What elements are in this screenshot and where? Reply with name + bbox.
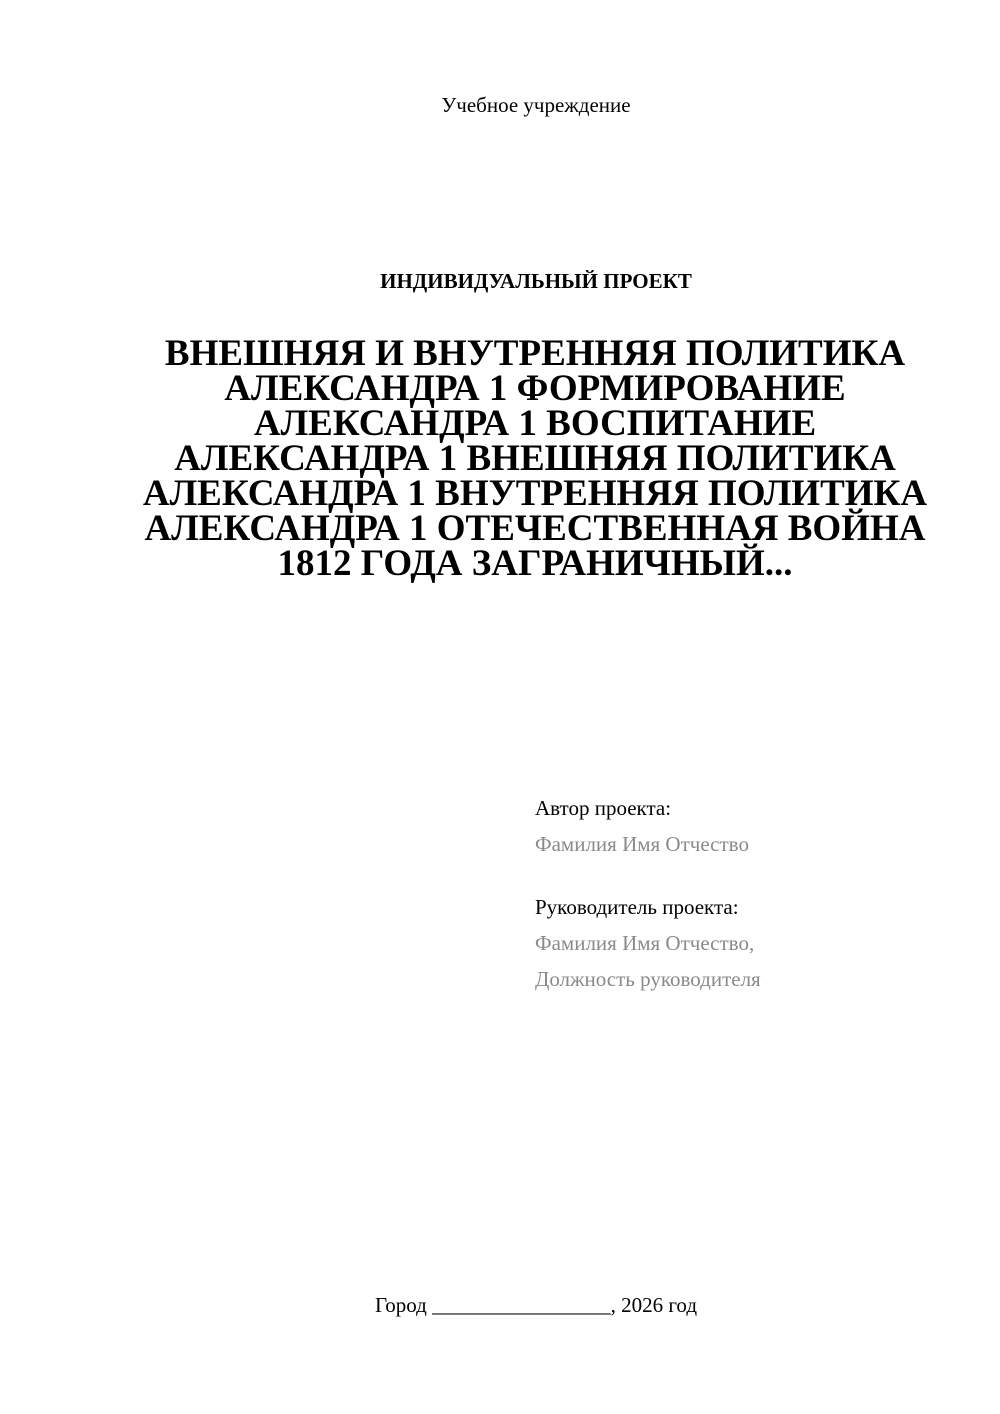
author-label: Автор проекта:	[535, 796, 672, 820]
document-type: ИНДИВИДУАЛЬНЫЙ ПРОЕКТ	[380, 269, 692, 293]
supervisor-position: Должность руководителя	[535, 967, 761, 991]
supervisor-name: Фамилия Имя Отчество,	[535, 931, 755, 955]
institution-name: Учебное учреждение	[441, 93, 631, 117]
document-title: ВНЕШНЯЯ И ВНУТРЕННЯЯ ПОЛИТИКА АЛЕКСАНДРА 1 ФОРМИРОВАНИЕ АЛЕКСАНДРА 1 ВОСПИТАНИЕ АЛЕКСАНДРА 1 ВНЕШНЯЯ ПОЛИТИКА АЛЕКСАНДРА 1 ВНУТРЕННЯЯ ПОЛИТИКА АЛЕКСАНДРА 1 ОТЕЧЕСТВЕННАЯ ВОЙНА 1812 ГОДА ЗАГРАНИЧНЫЙ...	[142, 333, 928, 584]
credits-block	[535, 790, 955, 997]
city-year-line: Город _________________, 2026 год	[374, 1293, 698, 1317]
supervisor-label: Руководитель проекта:	[535, 895, 739, 919]
author-name: Фамилия Имя Отчество	[535, 832, 749, 856]
credits-spacer	[535, 862, 955, 889]
